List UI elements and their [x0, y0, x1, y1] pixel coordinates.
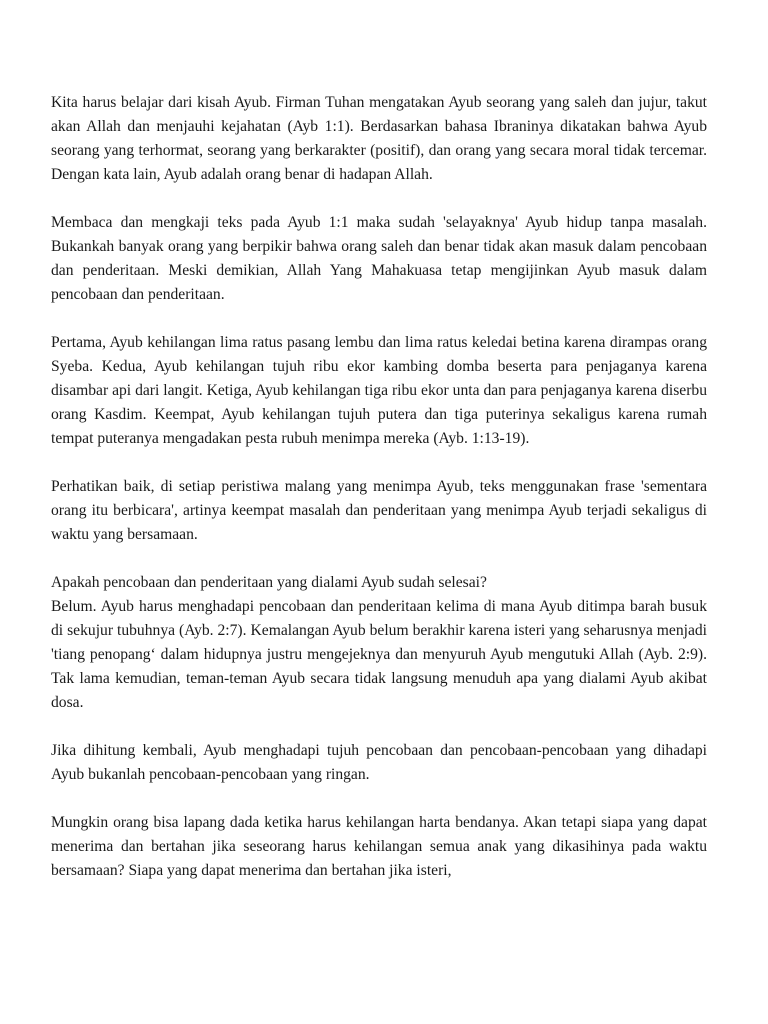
paragraph-2: Membaca dan mengkaji teks pada Ayub 1:1 maka sudah 'selayaknya' Ayub hidup tanpa masalah. Bukankah banyak orang yang berpikir bahwa orang saleh dan benar tidak akan masuk dalam pencobaan dan penderitaan. Meski demikian, Allah Yang Mahakuasa tetap mengijinkan Ayub masuk dalam pencobaan dan penderitaan. [51, 214, 707, 303]
paragraph-3: Pertama, Ayub kehilangan lima ratus pasang lembu dan lima ratus keledai betina karena dirampas orang Syeba. Kedua, Ayub kehilangan tujuh ribu ekor kambing domba beserta para penjaganya karena disambar api dari langit. Ketiga, Ayub kehilangan tiga ribu ekor unta dan para penjaganya karena diserbu orang Kasdim. Keempat, Ayub kehilangan tujuh putera dan tiga puterinya sekaligus karena rumah tempat puteranya mengadakan pesta rubuh menimpa mereka (Ayb. 1:13-19). [51, 334, 707, 447]
paragraph-1: Kita harus belajar dari kisah Ayub. Firman Tuhan mengatakan Ayub seorang yang saleh dan jujur, takut akan Allah dan menjauhi kejahatan (Ayb 1:1). Berdasarkan bahasa Ibraninya dikatakan bahwa Ayub seorang yang terhormat, seorang yang berkarakter (positif), dan orang yang secara moral tidak tercemar. Dengan kata lain, Ayub adalah orang benar di hadapan Allah. [51, 94, 707, 183]
paragraph-7: Mungkin orang bisa lapang dada ketika harus kehilangan harta bendanya. Akan tetapi siapa yang dapat menerima dan bertahan jika seseorang harus kehilangan semua anak yang dikasihinya pada waktu bersamaan? Siapa yang dapat menerima dan bertahan jika isteri, [51, 814, 707, 879]
paragraph-5: Belum. Ayub harus menghadapi pencobaan dan penderitaan kelima di mana Ayub ditimpa barah busuk di sekujur tubuhnya (Ayb. 2:7). Kemalangan Ayub belum berakhir karena isteri yang seharusnya menjadi 'tiang penopang‘ dalam hidupnya justru mengejeknya dan menyuruh Ayub mengutuki Allah (Ayb. 2:9). Tak lama kemudian, teman-teman Ayub secara tidak langsung menuduh apa yang dialami Ayub akibat dosa. [51, 598, 707, 711]
paragraph-4: Perhatikan baik, di setiap peristiwa malang yang menimpa Ayub, teks menggunakan frase 'sementara orang itu berbicara', artinya keempat masalah dan penderitaan yang menimpa Ayub terjadi sekaligus di waktu yang bersamaan. [51, 478, 707, 543]
document-body [51, 91, 707, 907]
question-line: Apakah pencobaan dan penderitaan yang dialami Ayub sudah selesai? [51, 574, 487, 591]
paragraph-6: Jika dihitung kembali, Ayub menghadapi tujuh pencobaan dan pencobaan-pencobaan yang dihadapi Ayub bukanlah pencobaan-pencobaan yang ringan. [51, 742, 707, 783]
